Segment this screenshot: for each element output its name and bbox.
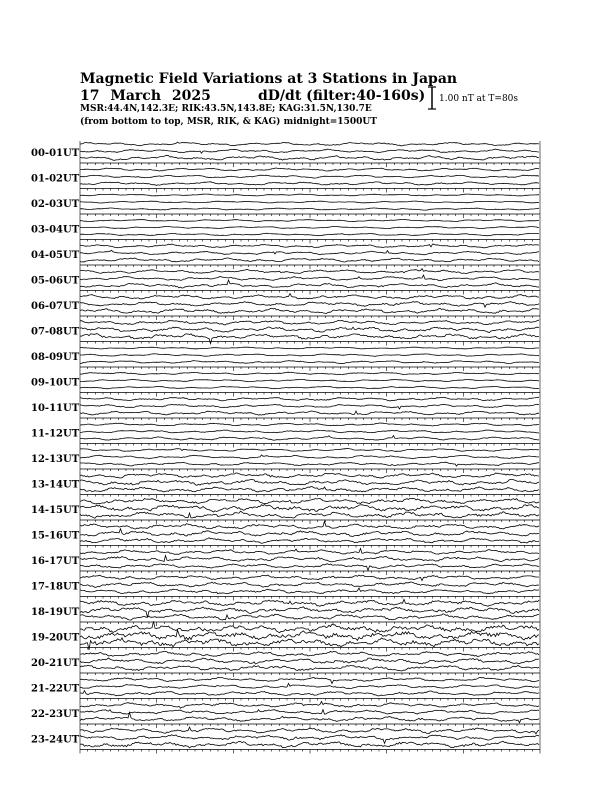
scale-label: 1.00 nT at T=80s xyxy=(439,94,519,104)
hour-panel xyxy=(31,243,540,269)
trace-rik xyxy=(80,710,539,715)
trace-kag xyxy=(80,142,539,146)
hour-panel xyxy=(31,677,540,703)
trace-msr xyxy=(80,741,539,748)
trace-kag xyxy=(80,219,539,221)
hour-label: 00-01UT xyxy=(31,148,80,159)
trace-msr xyxy=(80,665,539,671)
trace-kag xyxy=(80,677,539,683)
trace-kag xyxy=(80,269,539,274)
hour-panel xyxy=(31,141,540,167)
trace-msr xyxy=(80,411,539,415)
hour-panel xyxy=(31,320,540,346)
trace-msr xyxy=(80,155,539,160)
trace-msr xyxy=(80,233,539,235)
chart-title: Magnetic Field Variations at 3 Stations in Japan xyxy=(80,71,458,87)
trace-msr xyxy=(80,712,539,722)
hour-label: 08-09UT xyxy=(31,352,80,363)
trace-rik xyxy=(80,582,539,587)
hour-label: 12-13UT xyxy=(31,454,80,465)
trace-rik xyxy=(80,529,539,537)
trace-msr xyxy=(80,182,539,186)
hour-label: 09-10UT xyxy=(31,377,80,389)
trace-msr xyxy=(80,208,539,210)
hour-label: 21-22UT xyxy=(31,683,80,695)
hour-label: 06-07UT xyxy=(31,301,80,312)
hour-panel xyxy=(31,727,540,753)
trace-msr xyxy=(80,386,539,388)
trace-kag xyxy=(80,320,539,325)
hour-panel xyxy=(31,702,540,729)
trace-rik xyxy=(80,683,539,688)
hour-panel xyxy=(31,575,540,601)
hour-panel xyxy=(31,371,540,397)
trace-msr xyxy=(80,691,539,696)
trace-msr xyxy=(80,614,539,620)
hour-panel xyxy=(31,473,540,499)
hour-label: 22-23UT xyxy=(31,709,80,720)
hour-label: 15-16UT xyxy=(31,530,80,542)
hour-label: 23-24UT xyxy=(31,734,80,746)
trace-kag xyxy=(80,244,539,248)
trace-kag xyxy=(80,448,539,451)
trace-msr xyxy=(80,280,539,288)
trace-msr xyxy=(80,511,539,518)
hour-label: 02-03UT xyxy=(31,199,80,210)
hour-label: 05-06UT xyxy=(31,275,80,287)
trace-rik xyxy=(80,430,539,433)
trace-rik xyxy=(80,175,539,178)
hour-label: 14-15UT xyxy=(31,505,80,516)
trace-msr xyxy=(80,538,539,544)
trace-rik xyxy=(80,556,539,562)
trace-kag xyxy=(80,549,539,555)
trace-kag xyxy=(80,423,539,426)
trace-kag xyxy=(80,651,539,656)
hour-panel xyxy=(31,345,540,371)
trace-kag xyxy=(80,521,539,529)
hour-panel xyxy=(31,599,540,626)
trace-kag xyxy=(80,473,539,478)
hour-panel xyxy=(31,294,540,320)
hour-label: 19-20UT xyxy=(31,632,80,644)
trace-rik xyxy=(80,250,539,254)
hour-panel xyxy=(31,269,540,295)
trace-rik xyxy=(80,658,539,664)
hour-panel xyxy=(31,396,540,422)
trace-rik xyxy=(80,479,539,485)
trace-msr xyxy=(80,361,539,364)
trace-rik xyxy=(80,149,539,153)
trace-rik xyxy=(80,275,539,281)
trace-kag xyxy=(80,372,539,374)
trace-msr xyxy=(80,487,539,492)
trace-rik xyxy=(80,379,539,381)
hour-label: 20-21UT xyxy=(31,658,80,669)
trace-msr xyxy=(80,588,539,594)
trace-msr xyxy=(80,462,539,466)
chart-date: 17 March 2025 xyxy=(80,88,211,104)
hour-label: 10-11UT xyxy=(31,403,80,414)
filter-note: dD/dt (filter:40-160s) xyxy=(258,88,426,104)
hour-label: 16-17UT xyxy=(31,556,80,567)
trace-msr xyxy=(80,436,539,441)
hour-label: 11-12UT xyxy=(31,428,80,440)
trace-kag xyxy=(80,575,539,581)
trace-msr xyxy=(80,564,539,571)
trace-kag xyxy=(80,498,539,504)
hour-label: 07-08UT xyxy=(31,326,80,338)
trace-rik xyxy=(80,505,539,513)
order-note: (from bottom to top, MSR, RIK, & KAG) midnight=1500UT xyxy=(80,117,377,127)
hour-label: 03-04UT xyxy=(31,224,80,236)
trace-rik xyxy=(80,302,539,308)
trace-kag xyxy=(80,702,539,709)
trace-rik xyxy=(80,404,539,409)
hour-label: 13-14UT xyxy=(31,479,80,491)
trace-rik xyxy=(80,630,539,640)
hour-panel xyxy=(31,651,540,677)
trace-kag xyxy=(80,194,539,196)
trace-kag xyxy=(80,599,539,606)
hour-panel xyxy=(31,167,540,193)
trace-msr xyxy=(80,258,539,262)
hour-panel xyxy=(31,521,540,549)
trace-rik xyxy=(80,227,539,229)
hour-panel xyxy=(31,447,540,473)
hour-label: 17-18UT xyxy=(31,581,80,593)
hour-panel xyxy=(31,621,540,651)
trace-kag xyxy=(80,397,539,401)
stations-note: MSR:44.4N,142.3E; RIK:43.5N,143.8E; KAG:31.5N,130.7E xyxy=(80,104,372,114)
trace-kag xyxy=(80,347,539,349)
trace-rik xyxy=(80,455,539,459)
trace-rik xyxy=(80,735,539,744)
hour-panel xyxy=(31,192,540,218)
hour-panel xyxy=(31,218,540,244)
trace-kag xyxy=(80,727,539,734)
hour-label: 04-05UT xyxy=(31,250,80,261)
hour-label: 18-19UT xyxy=(31,607,80,618)
hour-panel xyxy=(31,422,540,448)
trace-msr xyxy=(80,308,539,313)
hour-panel xyxy=(31,498,540,524)
trace-kag xyxy=(80,168,539,171)
trace-kag xyxy=(80,294,539,299)
trace-rik xyxy=(80,201,539,203)
trace-rik xyxy=(80,354,539,357)
hour-label: 01-02UT xyxy=(31,173,80,185)
trace-rik xyxy=(80,327,539,332)
hour-panel xyxy=(31,549,540,576)
